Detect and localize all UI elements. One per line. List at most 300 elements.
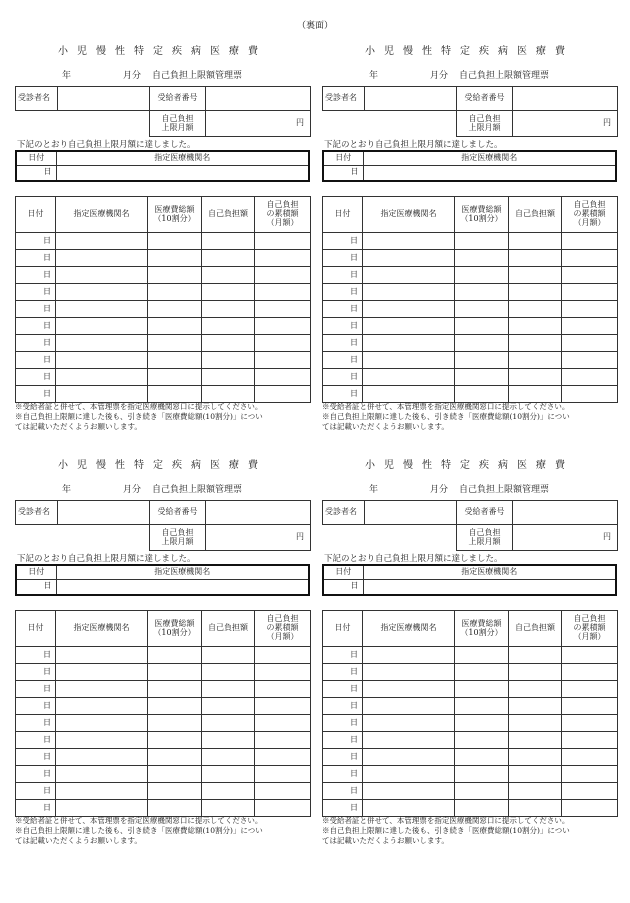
ledger-institution-cell[interactable]: [56, 715, 148, 732]
patient-name-label: 受診者名: [16, 501, 58, 525]
patient-name-field[interactable]: [365, 87, 457, 111]
ledger-copay-cell[interactable]: [202, 369, 255, 386]
ledger-day-cell[interactable]: 日: [16, 301, 56, 318]
ledger-total-cell[interactable]: [148, 800, 202, 817]
form-title: 小児慢性特定疾病医療費: [58, 46, 267, 57]
ledger-day-cell[interactable]: 日: [323, 301, 363, 318]
ledger-institution-cell[interactable]: [363, 284, 455, 301]
form-title: 小児慢性特定疾病医療費: [58, 460, 267, 471]
ledger-copay-cell[interactable]: [202, 783, 255, 800]
ledger-copay-cell[interactable]: [202, 352, 255, 369]
ledger-cumulative-cell[interactable]: [255, 698, 311, 715]
ledger-row: [16, 352, 311, 369]
ledger-total-cell[interactable]: [455, 766, 509, 783]
ledger-row: [323, 681, 618, 698]
ledger-copay-cell[interactable]: [509, 664, 562, 681]
ledger-day-cell[interactable]: 日: [16, 318, 56, 335]
date-header: 日付: [323, 151, 363, 165]
ledger-institution-cell[interactable]: [363, 664, 455, 681]
institution-header: 指定医療機関名: [363, 565, 616, 579]
ledger-day-cell[interactable]: 日: [323, 335, 363, 352]
ledger-total-cell[interactable]: [455, 647, 509, 664]
ledger-total-cell[interactable]: [148, 318, 202, 335]
ledger-total-cell[interactable]: [148, 233, 202, 250]
ledger-institution-cell[interactable]: [363, 318, 455, 335]
ledger-cumulative-cell[interactable]: [562, 301, 618, 318]
ledger-day-cell[interactable]: 日: [16, 681, 56, 698]
ledger-day-cell[interactable]: 日: [323, 800, 363, 817]
ledger-institution-cell[interactable]: [56, 369, 148, 386]
ledger-total-cell[interactable]: [455, 250, 509, 267]
patient-name-label: 受診者名: [323, 501, 365, 525]
ledger-day-cell[interactable]: 日: [323, 766, 363, 783]
ledger-copay-cell[interactable]: [202, 664, 255, 681]
ledger-copay-cell[interactable]: [202, 715, 255, 732]
ledger-cumulative-cell[interactable]: [255, 647, 311, 664]
ledger-cumulative-cell[interactable]: [562, 715, 618, 732]
ledger-institution-cell[interactable]: [363, 766, 455, 783]
month-label: 月分: [430, 485, 449, 495]
ledger-total-cell[interactable]: [455, 749, 509, 766]
ledger-cumulative-header: 自己負担 の累積額 （月額）: [255, 197, 311, 233]
ledger-day-cell[interactable]: 日: [323, 352, 363, 369]
note-1: ※受給者証と併せて、本管理票を指定医療機関窓口に提示してください。: [15, 816, 263, 825]
recipient-number-label: 受給者番号: [457, 501, 513, 525]
ledger-institution-cell[interactable]: [363, 301, 455, 318]
ledger-cumulative-cell[interactable]: [255, 715, 311, 732]
ledger-date-header: 日付: [16, 611, 56, 647]
ledger-day-cell[interactable]: 日: [323, 664, 363, 681]
ledger-institution-cell[interactable]: [56, 698, 148, 715]
ledger-row: [16, 664, 311, 681]
ledger-row: [16, 301, 311, 318]
ledger-row: [323, 664, 618, 681]
institution-field[interactable]: [363, 579, 616, 595]
note-2: ※自己負担上限額に達した後も、引き続き「医療費総額(10割分)」につい: [322, 412, 570, 421]
ledger-cumulative-cell[interactable]: [562, 664, 618, 681]
ledger-institution-cell[interactable]: [363, 749, 455, 766]
ledger-total-cell[interactable]: [455, 318, 509, 335]
ledger-row: [323, 647, 618, 664]
ledger-institution-header: 指定医療機関名: [363, 197, 455, 233]
ledger-cumulative-cell[interactable]: [255, 267, 311, 284]
ledger-cumulative-cell[interactable]: [562, 267, 618, 284]
ledger-cumulative-cell[interactable]: [255, 335, 311, 352]
ledger-row: [323, 250, 618, 267]
ledger-day-cell[interactable]: 日: [323, 698, 363, 715]
ledger-total-cell[interactable]: [455, 698, 509, 715]
ledger-day-cell[interactable]: 日: [16, 267, 56, 284]
ledger-total-cell[interactable]: [455, 715, 509, 732]
notes: [15, 816, 315, 846]
ledger-institution-cell[interactable]: [56, 352, 148, 369]
ledger-institution-cell[interactable]: [363, 250, 455, 267]
ledger-institution-cell[interactable]: [56, 233, 148, 250]
ledger-day-cell[interactable]: 日: [323, 647, 363, 664]
ledger-total-header: 医療費総額 （10割分）: [455, 611, 509, 647]
ledger-copay-cell[interactable]: [509, 250, 562, 267]
ledger-institution-cell[interactable]: [363, 352, 455, 369]
ledger-cumulative-cell[interactable]: [562, 233, 618, 250]
ledger-total-cell[interactable]: [455, 732, 509, 749]
ledger-copay-cell[interactable]: [509, 749, 562, 766]
ledger-copay-cell[interactable]: [509, 647, 562, 664]
ledger-institution-cell[interactable]: [363, 681, 455, 698]
manage-label: 自己負担上限額管理票: [152, 485, 243, 495]
ledger-total-cell[interactable]: [455, 352, 509, 369]
ledger-cumulative-cell[interactable]: [562, 766, 618, 783]
ledger-copay-cell[interactable]: [509, 715, 562, 732]
reached-notice: 下記のとおり自己負担上限月額に達しました。: [17, 554, 196, 564]
yen-label: 円: [603, 118, 611, 128]
ledger-cumulative-cell[interactable]: [562, 800, 618, 817]
ledger-day-cell[interactable]: 日: [16, 749, 56, 766]
ledger-row: [323, 267, 618, 284]
ledger-row: [16, 250, 311, 267]
year-label: 年: [369, 71, 379, 81]
patient-name-field[interactable]: [58, 87, 150, 111]
ledger-total-cell[interactable]: [455, 284, 509, 301]
ledger-total-cell[interactable]: [148, 715, 202, 732]
yen-label: 円: [603, 532, 611, 542]
year-label: 年: [369, 485, 379, 495]
ledger-cumulative-cell[interactable]: [255, 318, 311, 335]
institution-field[interactable]: [56, 165, 309, 181]
ledger-day-cell[interactable]: 日: [16, 284, 56, 301]
ledger-institution-cell[interactable]: [56, 800, 148, 817]
ledger-cumulative-cell[interactable]: [562, 681, 618, 698]
ledger-day-cell[interactable]: 日: [323, 681, 363, 698]
ledger-institution-cell[interactable]: [363, 732, 455, 749]
ledger-row: [323, 233, 618, 250]
ledger-copay-cell[interactable]: [202, 698, 255, 715]
ledger-copay-cell[interactable]: [202, 301, 255, 318]
ledger-cumulative-cell[interactable]: [562, 318, 618, 335]
ledger-copay-cell[interactable]: [509, 800, 562, 817]
ledger-institution-cell[interactable]: [56, 318, 148, 335]
limit-amount-field[interactable]: [206, 525, 311, 551]
ledger-copay-cell[interactable]: [202, 647, 255, 664]
ledger-day-cell[interactable]: 日: [323, 749, 363, 766]
date-header: 日付: [16, 565, 56, 579]
ledger-institution-cell[interactable]: [56, 301, 148, 318]
ledger-day-cell[interactable]: 日: [16, 783, 56, 800]
ledger-day-cell[interactable]: 日: [16, 800, 56, 817]
ledger-cumulative-cell[interactable]: [562, 749, 618, 766]
ledger-day-cell[interactable]: 日: [16, 766, 56, 783]
ledger-day-cell[interactable]: 日: [16, 369, 56, 386]
ledger-day-cell[interactable]: 日: [323, 386, 363, 403]
note-3: ては記載いただくようお願いします。: [322, 422, 449, 431]
ledger-institution-cell[interactable]: [363, 386, 455, 403]
ledger-total-cell[interactable]: [455, 267, 509, 284]
reached-notice: 下記のとおり自己負担上限月額に達しました。: [324, 140, 503, 150]
ledger-institution-cell[interactable]: [56, 681, 148, 698]
institution-field[interactable]: [363, 165, 616, 181]
notes: [322, 402, 622, 432]
ledger-cumulative-cell[interactable]: [255, 386, 311, 403]
ledger-institution-cell[interactable]: [56, 732, 148, 749]
ledger-copay-cell[interactable]: [509, 783, 562, 800]
ledger-cumulative-cell[interactable]: [562, 284, 618, 301]
institution-field[interactable]: [56, 579, 309, 595]
ledger-total-cell[interactable]: [148, 335, 202, 352]
info-table: [15, 500, 311, 551]
patient-name-field[interactable]: [58, 501, 150, 525]
ledger-row: [323, 301, 618, 318]
ledger-cumulative-cell[interactable]: [562, 352, 618, 369]
recipient-number-field[interactable]: [513, 501, 618, 525]
ledger-day-cell[interactable]: 日: [16, 715, 56, 732]
day-cell[interactable]: 日: [16, 579, 56, 595]
ledger-cumulative-cell[interactable]: [562, 732, 618, 749]
ledger-row: [323, 352, 618, 369]
ledger-institution-cell[interactable]: [363, 369, 455, 386]
ledger-institution-cell[interactable]: [363, 335, 455, 352]
ledger-total-cell[interactable]: [455, 233, 509, 250]
ledger-day-cell[interactable]: 日: [16, 732, 56, 749]
ledger-day-cell[interactable]: 日: [323, 715, 363, 732]
ledger-institution-header: 指定医療機関名: [56, 197, 148, 233]
ledger-copay-cell[interactable]: [509, 386, 562, 403]
ledger-copay-cell[interactable]: [202, 766, 255, 783]
ledger-cumulative-cell[interactable]: [255, 284, 311, 301]
limit-amount-field[interactable]: [206, 111, 311, 137]
ledger-total-cell[interactable]: [148, 664, 202, 681]
info-table: [15, 86, 311, 137]
ledger-total-cell[interactable]: [148, 369, 202, 386]
ledger-copay-cell[interactable]: [202, 749, 255, 766]
reached-notice: 下記のとおり自己負担上限月額に達しました。: [17, 140, 196, 150]
ledger-copay-cell[interactable]: [509, 284, 562, 301]
ledger-cumulative-cell[interactable]: [255, 681, 311, 698]
ledger-day-cell[interactable]: 日: [16, 250, 56, 267]
ledger-day-cell[interactable]: 日: [323, 284, 363, 301]
ledger-cumulative-cell[interactable]: [255, 369, 311, 386]
ledger-total-header: 医療費総額 （10割分）: [455, 197, 509, 233]
note-2: ※自己負担上限額に達した後も、引き続き「医療費総額(10割分)」につい: [15, 412, 263, 421]
ledger-cumulative-header: 自己負担 の累積額 （月額）: [255, 611, 311, 647]
day-cell[interactable]: 日: [16, 165, 56, 181]
ledger-row: [16, 749, 311, 766]
note-3: ては記載いただくようお願いします。: [15, 836, 142, 845]
ledger-row: [16, 732, 311, 749]
ledger-copay-cell[interactable]: [509, 698, 562, 715]
ledger-total-cell[interactable]: [455, 664, 509, 681]
ledger-copay-cell[interactable]: [509, 681, 562, 698]
ledger-institution-cell[interactable]: [363, 233, 455, 250]
ledger-cumulative-cell[interactable]: [255, 250, 311, 267]
management-form-bottom-right: [322, 452, 617, 872]
ledger-date-header: 日付: [323, 611, 363, 647]
ledger-copay-cell[interactable]: [509, 766, 562, 783]
recipient-number-field[interactable]: [206, 501, 311, 525]
form-title: 小児慢性特定疾病医療費: [365, 460, 574, 471]
ledger-row: [323, 335, 618, 352]
ledger-cumulative-cell[interactable]: [255, 352, 311, 369]
ledger-total-cell[interactable]: [455, 301, 509, 318]
recipient-number-label: 受給者番号: [150, 501, 206, 525]
ledger-day-cell[interactable]: 日: [323, 233, 363, 250]
ledger-copay-cell[interactable]: [202, 681, 255, 698]
ledger-total-cell[interactable]: [148, 647, 202, 664]
ledger-cumulative-cell[interactable]: [562, 647, 618, 664]
ledger-copay-cell[interactable]: [509, 369, 562, 386]
ledger-row: [323, 284, 618, 301]
ledger-cumulative-cell[interactable]: [255, 233, 311, 250]
ledger-institution-cell[interactable]: [56, 749, 148, 766]
ledger-row: [323, 715, 618, 732]
ledger-total-cell[interactable]: [455, 783, 509, 800]
ledger-total-cell[interactable]: [148, 352, 202, 369]
ledger-copay-cell[interactable]: [202, 318, 255, 335]
ledger-cumulative-cell[interactable]: [562, 335, 618, 352]
recipient-number-field[interactable]: [206, 87, 311, 111]
ledger-total-cell[interactable]: [148, 284, 202, 301]
ledger-day-cell[interactable]: 日: [16, 664, 56, 681]
ledger-total-cell[interactable]: [148, 749, 202, 766]
ledger-institution-cell[interactable]: [56, 386, 148, 403]
ledger-total-cell[interactable]: [148, 698, 202, 715]
recipient-number-field[interactable]: [513, 87, 618, 111]
ledger-institution-cell[interactable]: [56, 783, 148, 800]
notes: [322, 816, 622, 846]
ledger-day-cell[interactable]: 日: [323, 732, 363, 749]
ledger-copay-cell[interactable]: [202, 732, 255, 749]
ledger-cumulative-cell[interactable]: [562, 386, 618, 403]
ledger-day-cell[interactable]: 日: [16, 335, 56, 352]
limit-amount-field[interactable]: [513, 525, 618, 551]
ledger-copay-header: 自己負担額: [202, 611, 255, 647]
recipient-number-label: 受給者番号: [457, 87, 513, 111]
ledger-day-cell[interactable]: 日: [16, 352, 56, 369]
day-cell[interactable]: 日: [323, 579, 363, 595]
ledger-cumulative-cell[interactable]: [255, 800, 311, 817]
ledger-cumulative-cell[interactable]: [562, 250, 618, 267]
ledger-institution-cell[interactable]: [56, 250, 148, 267]
ledger-total-cell[interactable]: [148, 783, 202, 800]
ledger-cumulative-header: 自己負担 の累積額 （月額）: [562, 611, 618, 647]
ledger-copay-cell[interactable]: [509, 301, 562, 318]
ledger-copay-cell[interactable]: [202, 250, 255, 267]
ledger-copay-cell[interactable]: [202, 267, 255, 284]
info-table: [322, 500, 618, 551]
ledger-day-cell[interactable]: 日: [16, 386, 56, 403]
ledger-cumulative-cell[interactable]: [562, 698, 618, 715]
ledger-copay-cell[interactable]: [202, 335, 255, 352]
ledger-row: [323, 318, 618, 335]
ledger-copay-header: 自己負担額: [202, 197, 255, 233]
ledger-institution-cell[interactable]: [56, 766, 148, 783]
reached-notice: 下記のとおり自己負担上限月額に達しました。: [324, 554, 503, 564]
manage-label: 自己負担上限額管理票: [459, 71, 550, 81]
ledger-row: [16, 800, 311, 817]
ledger-cumulative-cell[interactable]: [562, 369, 618, 386]
ledger-institution-cell[interactable]: [56, 267, 148, 284]
ledger-total-cell[interactable]: [148, 732, 202, 749]
ledger-copay-header: 自己負担額: [509, 197, 562, 233]
ledger-total-header: 医療費総額 （10割分）: [148, 197, 202, 233]
ledger-row: [323, 766, 618, 783]
yen-label: 円: [296, 532, 304, 542]
ledger-total-cell[interactable]: [148, 766, 202, 783]
ledger-total-cell[interactable]: [455, 335, 509, 352]
ledger-institution-cell[interactable]: [363, 698, 455, 715]
ledger-total-cell[interactable]: [148, 681, 202, 698]
ledger-copay-cell[interactable]: [509, 267, 562, 284]
ledger-total-cell[interactable]: [455, 386, 509, 403]
limit-amount-field[interactable]: [513, 111, 618, 137]
ledger-total-cell[interactable]: [148, 301, 202, 318]
ledger-cumulative-cell[interactable]: [255, 749, 311, 766]
ledger-total-cell[interactable]: [148, 386, 202, 403]
ledger-institution-header: 指定医療機関名: [56, 611, 148, 647]
manage-label: 自己負担上限額管理票: [152, 71, 243, 81]
ledger-day-cell[interactable]: 日: [323, 783, 363, 800]
date-header: 日付: [323, 565, 363, 579]
ledger-total-cell[interactable]: [455, 369, 509, 386]
ledger-total-cell[interactable]: [148, 250, 202, 267]
note-1: ※受給者証と併せて、本管理票を指定医療機関窓口に提示してください。: [322, 402, 570, 411]
ledger-institution-cell[interactable]: [363, 267, 455, 284]
ledger-cumulative-cell[interactable]: [255, 766, 311, 783]
ledger-copay-cell[interactable]: [202, 800, 255, 817]
ledger-total-cell[interactable]: [455, 800, 509, 817]
ledger-day-cell[interactable]: 日: [16, 698, 56, 715]
ledger-copay-cell[interactable]: [202, 284, 255, 301]
ledger-copay-cell[interactable]: [202, 386, 255, 403]
ledger-day-cell[interactable]: 日: [323, 318, 363, 335]
note-1: ※受給者証と併せて、本管理票を指定医療機関窓口に提示してください。: [15, 402, 263, 411]
ledger-institution-cell[interactable]: [363, 647, 455, 664]
ledger-cumulative-cell[interactable]: [255, 301, 311, 318]
info-table: [322, 86, 618, 137]
ledger-total-cell[interactable]: [455, 681, 509, 698]
ledger-institution-cell[interactable]: [363, 800, 455, 817]
ledger-copay-cell[interactable]: [509, 352, 562, 369]
ledger-institution-cell[interactable]: [56, 647, 148, 664]
patient-name-field[interactable]: [365, 501, 457, 525]
ledger-copay-cell[interactable]: [509, 318, 562, 335]
patient-name-label: 受診者名: [16, 87, 58, 111]
ledger-copay-cell[interactable]: [509, 335, 562, 352]
ledger-cumulative-cell[interactable]: [255, 664, 311, 681]
ledger-institution-cell[interactable]: [56, 284, 148, 301]
ledger-institution-cell[interactable]: [56, 664, 148, 681]
note-3: ては記載いただくようお願いします。: [322, 836, 449, 845]
ledger-copay-cell[interactable]: [509, 732, 562, 749]
ledger-institution-cell[interactable]: [363, 783, 455, 800]
ledger-table: [322, 610, 618, 817]
ledger-institution-cell[interactable]: [363, 715, 455, 732]
ledger-day-cell[interactable]: 日: [323, 369, 363, 386]
ledger-day-cell[interactable]: 日: [323, 250, 363, 267]
ledger-day-cell[interactable]: 日: [323, 267, 363, 284]
ledger-cumulative-cell[interactable]: [255, 732, 311, 749]
ledger-table: [15, 610, 311, 817]
day-cell[interactable]: 日: [323, 165, 363, 181]
date-header: 日付: [16, 151, 56, 165]
ledger-cumulative-cell[interactable]: [255, 783, 311, 800]
ledger-total-cell[interactable]: [148, 267, 202, 284]
ledger-copay-cell[interactable]: [509, 233, 562, 250]
patient-name-label: 受診者名: [323, 87, 365, 111]
ledger-institution-cell[interactable]: [56, 335, 148, 352]
ledger-copay-cell[interactable]: [202, 233, 255, 250]
ledger-day-cell[interactable]: 日: [16, 647, 56, 664]
ledger-cumulative-cell[interactable]: [562, 783, 618, 800]
ledger-day-cell[interactable]: 日: [16, 233, 56, 250]
